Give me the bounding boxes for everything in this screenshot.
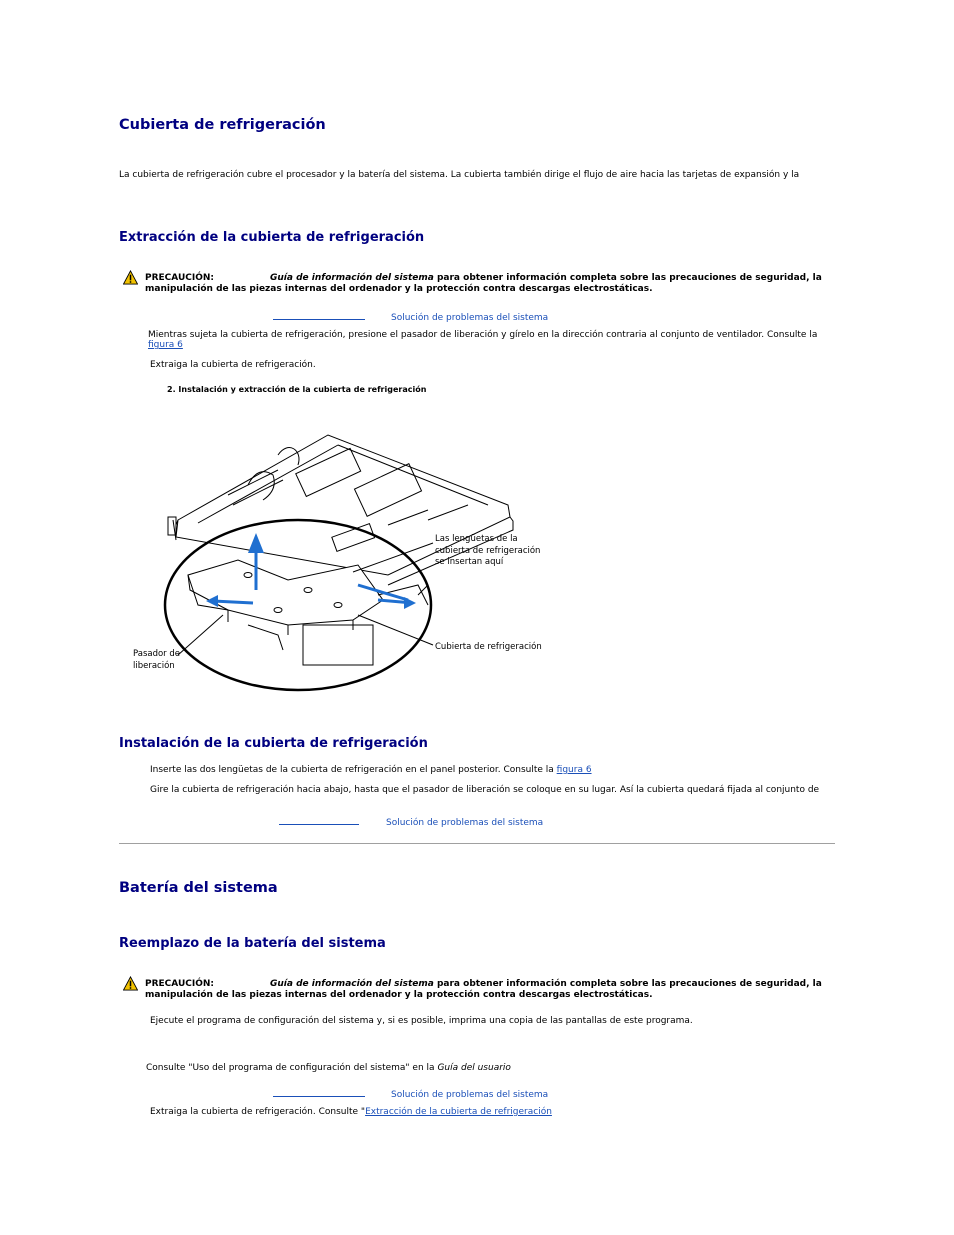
removal-step-1: Mientras sujeta la cubierta de refrigeración, presione el pasador de liberación y gírelo en la dirección contraria al conjunto de ventilador. Consulte la <box>148 330 818 340</box>
caution-text-1: PRECAUCIÓN: Guía de información del sistema para obtener información completa sobre las precauciones de seguridad, la <box>145 273 822 283</box>
troubleshoot-link[interactable]: Solución de problemas del sistema <box>391 313 549 323</box>
battery-step-2: Extraiga la cubierta de refrigeración. Consulte "Extracción de la cubierta de refrigeración <box>150 1107 552 1117</box>
blank-link[interactable] <box>273 310 365 320</box>
troubleshoot-link-row-1 <box>273 310 548 324</box>
removal-step-2: Extraiga la cubierta de refrigeración. <box>150 360 316 370</box>
caution-label: PRECAUCIÓN: <box>145 979 215 989</box>
subsection-title-battery-replace: Reemplazo de la batería del sistema <box>119 936 386 951</box>
caution-text-1-line2: manipulación de las piezas internas del ordenador y la protección contra descargas electrostáticas. <box>145 284 653 294</box>
battery-note: Consulte "Uso del programa de configuración del sistema" en la Guía del usuario <box>146 1063 511 1073</box>
caution-label: PRECAUCIÓN: <box>145 273 215 283</box>
figure-6-link-install[interactable]: figura 6 <box>556 765 592 775</box>
caution-guide-title: Guía de información del sistema <box>270 979 434 989</box>
cooling-intro: La cubierta de refrigeración cubre el procesador y la batería del sistema. La cubierta también dirige el flujo de aire hacia las tarjetas de expansión y la <box>119 170 800 180</box>
figure-caption: 2. Instalación y extracción de la cubierta de refrigeración <box>167 385 427 394</box>
warning-triangle-icon <box>123 976 138 991</box>
user-guide-title: Guía del usuario <box>437 1063 511 1073</box>
warning-triangle-icon <box>123 270 138 285</box>
removal-step-1-link-row <box>148 340 193 351</box>
label-cover: Cubierta de refrigeración <box>435 642 542 652</box>
cooling-shroud-figure <box>128 425 548 695</box>
battery-step-1: Ejecute el programa de configuración del sistema y, si es posible, imprima una copia de las pantallas de este programa. <box>150 1016 693 1026</box>
section-title-battery: Batería del sistema <box>119 880 278 896</box>
caution-guide-title: Guía de información del sistema <box>270 273 434 283</box>
label-latch-line1: Pasador de <box>133 649 181 659</box>
troubleshoot-link[interactable]: Solución de problemas del sistema <box>386 818 544 828</box>
install-step-1: Inserte las dos lengüetas de la cubierta de refrigeración en el panel posterior. Consulte la figura 6 <box>150 765 592 775</box>
label-tabs-line3: se insertan aquí <box>435 557 504 567</box>
subsection-title-install: Instalación de la cubierta de refrigeración <box>119 736 428 751</box>
subsection-title-removal: Extracción de la cubierta de refrigeración <box>119 230 425 245</box>
label-tabs-line1: Las lengüetas de la <box>435 534 518 544</box>
section-divider <box>119 843 835 844</box>
troubleshoot-link-row-3 <box>273 1087 548 1101</box>
figure-6-link[interactable]: figura 6 <box>148 340 183 350</box>
caution-text-2: PRECAUCIÓN: Guía de información del sistema para obtener información completa sobre las precauciones de seguridad, la <box>145 979 822 989</box>
blank-link[interactable] <box>273 1087 365 1097</box>
troubleshoot-link[interactable]: Solución de problemas del sistema <box>391 1090 549 1100</box>
troubleshoot-link-row-2 <box>279 815 543 829</box>
caution-text-2-line2: manipulación de las piezas internas del ordenador y la protección contra descargas electrostáticas. <box>145 990 653 1000</box>
blank-link[interactable] <box>279 815 359 825</box>
label-latch-line2: liberación <box>133 661 175 671</box>
label-tabs-line2: cubierta de refrigeración <box>435 546 541 556</box>
removal-section-link[interactable]: Extracción de la cubierta de refrigeración <box>365 1107 552 1117</box>
cooling-shroud-part <box>188 560 383 625</box>
section-title-cooling: Cubierta de refrigeración <box>119 117 326 133</box>
install-step-2: Gire la cubierta de refrigeración hacia abajo, hasta que el pasador de liberación se coloque en su lugar. Así la cubierta quedará fijada al conjunto de <box>150 785 820 795</box>
